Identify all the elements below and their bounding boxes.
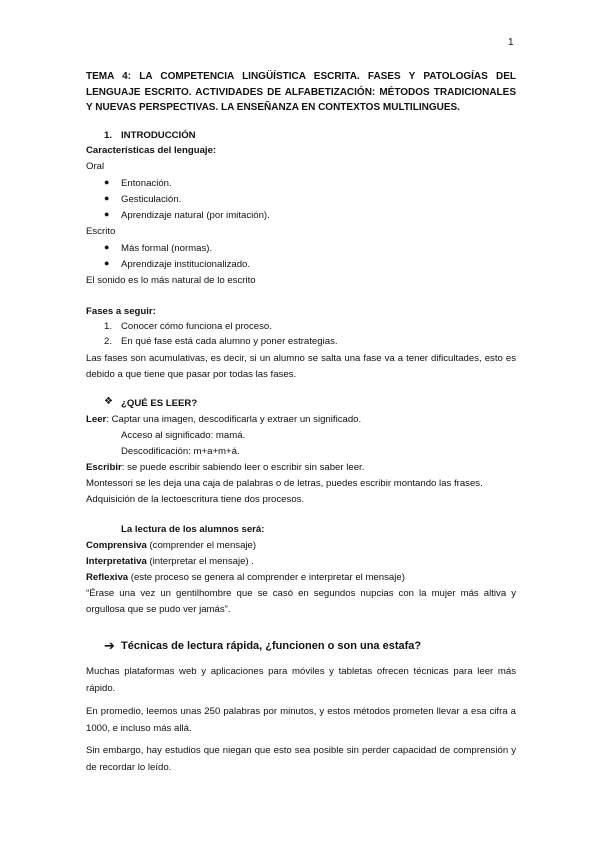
leer-text: : Captar una imagen, descodificarla y extraer un significado. (106, 414, 362, 425)
escrito-label: Escrito (86, 226, 116, 237)
lectura-item-label: Comprensiva (86, 540, 147, 551)
acceso-significado: Acceso al significado: mamá. (121, 430, 246, 441)
bullet-icon: ● (104, 258, 110, 268)
intro-heading: INTRODUCCIÓN (121, 130, 196, 141)
document-title: TEMA 4: LA COMPETENCIA LINGÜÍSTICA ESCRITA. FASES Y PATOLOGÍAS DEL LENGUAJE ESCRITO. ACTIVIDADES DE ALFABETIZACIÓN: MÉTODOS TRADICIONALES Y NUEVAS PERSPECTIVAS. LA ENSEÑANZA EN CONTEXTOS MULTILINGUES. (86, 71, 516, 113)
fases-item-number: 2. (104, 336, 113, 347)
bullet-icon: ● (104, 177, 110, 187)
lectura-item (86, 556, 254, 567)
descodificacion: Descodificación: m+a+m+á. (121, 446, 240, 457)
diamond-bullet-icon: ❖ (104, 396, 113, 407)
montessori-text: Montessori se les deja una caja de palabras o de letras, puedes escribir montando las frases. (86, 478, 483, 489)
lectura-quote: “Érase una vez un gentilhombre que se casó en segundos nupcias con la mujer más altiva y orgullosa que se pudo ver jamás”. (86, 588, 516, 615)
lectura-item-label: Interpretativa (86, 556, 147, 567)
intro-note: El sonido es lo más natural de lo escrito (86, 275, 256, 286)
leer-label: Leer (86, 414, 107, 425)
oral-item: Aprendizaje natural (por imitación). (121, 210, 270, 221)
lectura-item (86, 540, 256, 551)
leer-heading: ¿QUÉ ES LEER? (121, 398, 198, 409)
bullet-icon: ● (104, 193, 110, 203)
escrito-item: Aprendizaje institucionalizado. (121, 259, 251, 270)
bullet-icon: ● (104, 242, 110, 252)
tecnicas-heading: Técnicas de lectura rápida, ¿funcionen o son una estafa? (121, 640, 422, 652)
page-number: 1 (508, 37, 514, 48)
bullet-icon: ● (104, 209, 110, 219)
fases-item-number: 1. (104, 321, 113, 332)
lectura-item (86, 572, 405, 583)
intro-subheading: Características del lenguaje: (86, 145, 217, 156)
fases-heading: Fases a seguir: (86, 306, 156, 317)
lectura-item-text: (comprender el mensaje) (146, 540, 257, 551)
tecnicas-paragraph: Muchas plataformas web y aplicaciones para móviles y tabletas ofrecen técnicas para leer más rápido. (86, 666, 516, 694)
oral-item: Entonación. (121, 178, 172, 189)
lectura-item-label: Reflexiva (86, 572, 129, 583)
adquisicion-text: Adquisición de la lectoescritura tiene dos procesos. (86, 494, 305, 505)
escribir-definition (86, 462, 364, 473)
lectura-heading: La lectura de los alumnos será: (121, 524, 265, 535)
lectura-item-text: (interpretar el mensaje) . (146, 556, 254, 567)
escribir-label: Escribir (86, 462, 122, 473)
lectura-item-text: (este proceso se genera al comprender e interpretar el mensaje) (128, 572, 405, 583)
leer-definition (86, 414, 361, 425)
escrito-item: Más formal (normas). (121, 243, 213, 254)
fases-paragraph: Las fases son acumulativas, es decir, si un alumno se salta una fase va a tener dificultades, esto es debido a que tiene que pasar por todas las fases. (86, 353, 516, 380)
oral-item: Gesticulación. (121, 194, 182, 205)
intro-number: 1. (104, 130, 113, 141)
fases-item: Conocer cómo funciona el proceso. (121, 321, 272, 332)
tecnicas-paragraph: En promedio, leemos unas 250 palabras por minutos, y estos métodos prometen llevar a esa cifra a 1000, e incluso más allá. (86, 706, 516, 734)
arrow-icon: ➔ (104, 638, 115, 653)
escribir-text: : se puede escribir sabiendo leer o escribir sin saber leer. (121, 462, 365, 473)
oral-label: Oral (86, 161, 105, 172)
tecnicas-paragraph: Sin embargo, hay estudios que niegan que esto sea posible sin perder capacidad de comprensión y de recordar lo leído. (86, 745, 516, 773)
fases-item: En qué fase está cada alumno y poner estrategias. (121, 336, 338, 347)
